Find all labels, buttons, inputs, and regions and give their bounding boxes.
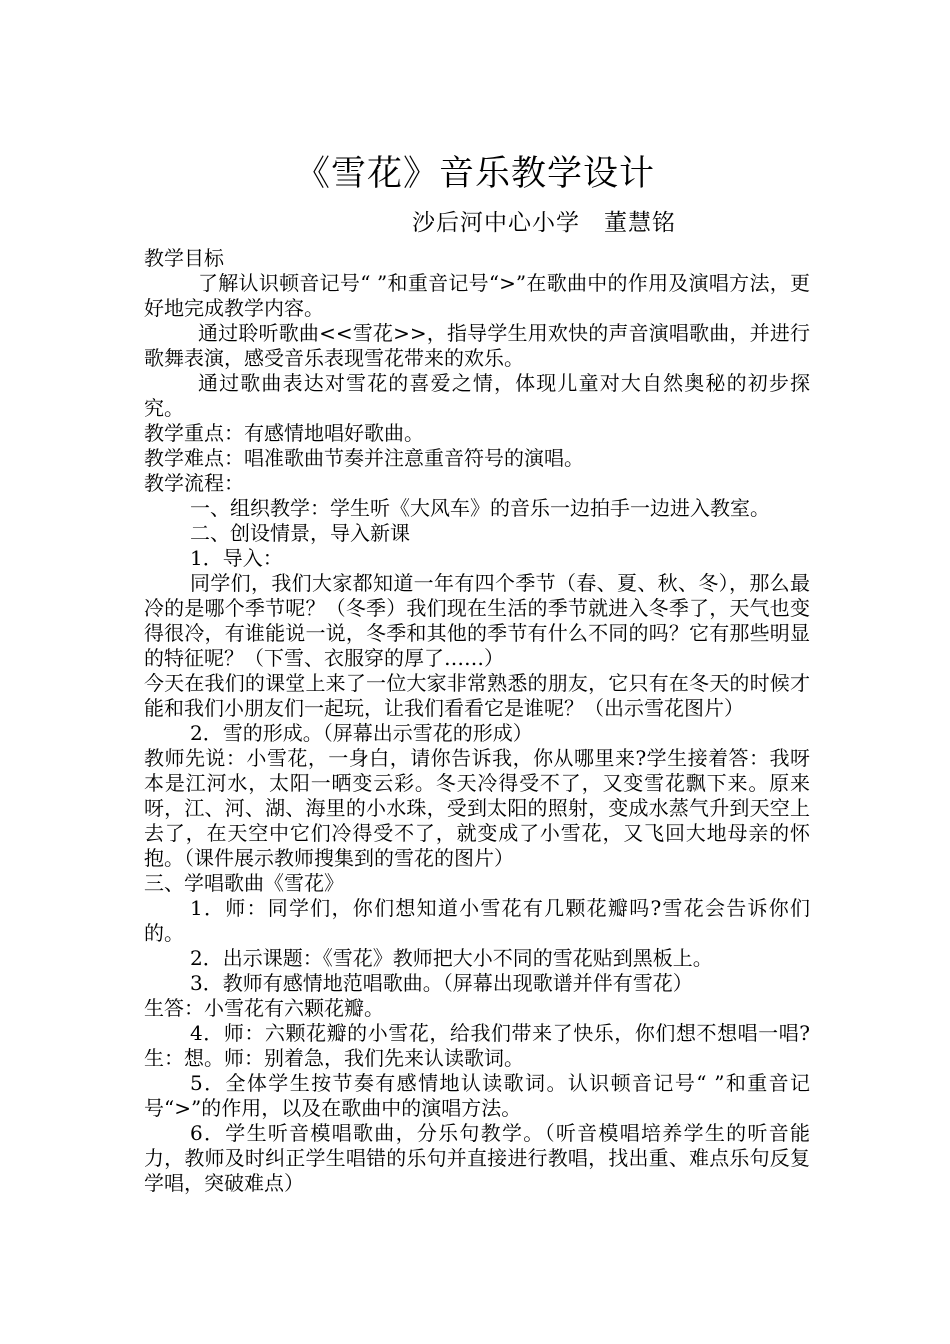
document-author: 沙后河中心小学 董慧铭 [412,210,676,236]
document-title: 《雪花》音乐教学设计 [294,154,655,194]
paragraph: 今天在我们的课堂上来了一位大家非常熟悉的朋友，它只有在冬天的时候才能和我们小朋友们一起玩，让我们看看它是谁呢？（出示雪花图片） [144,671,810,720]
paragraph: 通过聆听歌曲<<雪花>>，指导学生用欢快的声音演唱歌曲，并进行歌舞表演，感受音乐表现雪花带来的欢乐。 [144,321,810,370]
paragraph: 6．学生听音模唱歌曲，分乐句教学。（听音模唱培养学生的听音能力，教师及时纠正学生唱错的乐句并直接进行教唱，找出重、难点乐句反复学唱，突破难点） [144,1121,810,1195]
paragraph: 二、创设情景，导入新课 [190,521,410,545]
section-heading-learn-song: 三、学唱歌曲《雪花》 [144,871,344,895]
key-point: 教学重点：有感情地唱好歌曲。 [144,421,424,445]
document-body [144,246,810,1196]
paragraph: 同学们，我们大家都知道一年有四个季节（春、夏、秋、冬），那么最冷的是哪个季节呢？（冬季）我们现在生活的季节就进入冬季了，天气也变得很冷，有谁能说一说，冬季和其他的季节有什么不同的吗？它有那些明显的特征呢？（下雪、衣服穿的厚了……） [144,571,810,670]
paragraph: 4．师：六颗花瓣的小雪花，给我们带来了快乐，你们想不想唱一唱?生：想。师：别着急，我们先来认读歌词。 [144,1021,810,1070]
difficult-point: 教学难点：唱准歌曲节奏并注意重音符号的演唱。 [144,446,584,470]
paragraph: 教师先说：小雪花，一身白，请你告诉我，你从哪里来?学生接着答：我呀本是江河水，太阳一晒变云彩。冬天冷得受不了，又变雪花飘下来。原来呀，江、河、湖、海里的小水珠，受到太阳的照射，变成水蒸气升到天空上去了，在天空中它们冷得受不了，就变成了小雪花，又飞回大地母亲的怀抱。（课件展示教师搜集到的雪花的图片） [144,746,810,870]
paragraph: 1．导入： [190,546,283,570]
paragraph: 2．雪的形成。（屏幕出示雪花的形成） [190,721,533,745]
paragraph: 一、组织教学：学生听《大风车》的音乐一边拍手一边进入教室。 [190,496,770,520]
section-heading-objectives: 教学目标 [144,246,224,270]
section-heading-process: 教学流程： [144,471,244,495]
paragraph: 5．全体学生按节奏有感情地认读歌词。认识顿音记号“ ”和重音记号“>”的作用，以及在歌曲中的演唱方法。 [144,1071,810,1120]
paragraph: 1．师：同学们，你们想知道小雪花有几颗花瓣吗?雪花会告诉你们的。 [144,896,810,945]
paragraph: 2．出示课题：《雪花》教师把大小不同的雪花贴到黑板上。 [190,946,713,970]
paragraph: 3．教师有感情地范唱歌曲。（屏幕出现歌谱并伴有雪花） [190,971,693,995]
paragraph: 生答：小雪花有六颗花瓣。 [144,996,384,1020]
paragraph: 了解认识顿音记号“ ”和重音记号“>”在歌曲中的作用及演唱方法，更好地完成教学内容。 [144,271,810,320]
paragraph: 通过歌曲表达对雪花的喜爱之情，体现儿童对大自然奥秘的初步探究。 [144,371,810,420]
